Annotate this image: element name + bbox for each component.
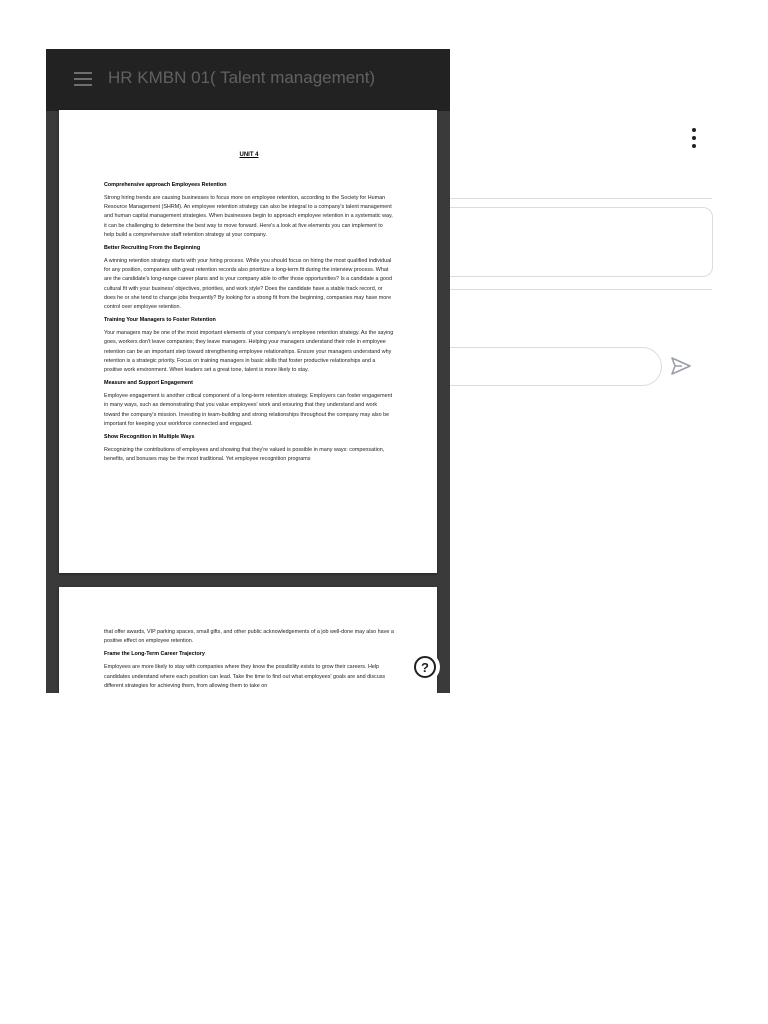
unit-heading: UNIT 4 [239, 152, 259, 158]
document-page [59, 587, 437, 693]
send-icon[interactable] [669, 354, 693, 378]
help-icon: ? [414, 656, 436, 678]
viewer-toolbar [46, 49, 450, 111]
section-body: Strong hiring trends are causing businesses to focus more on employee retention, according to the Society for Human Resource Management (SHRM). An employee retention strategy can also be integral to a company's talent management and human capital management strategies. When businesses begin to approach employee retention in a systematic way, it can be challenging to determine the best way to move forward. Here's a look at five elements you can implement to help build a comprehensive staff retention strategy at your company. [104, 195, 393, 238]
section-body: Your managers may be one of the most important elements of your company's employee retention strategy. As the saying goes, workers don't leave companies; they leave managers. Helping your managers understand their role in employee retention can be an important step toward strengthening employee relationships. Ensure your managers understand why retention is a strategic priority. Focus on training managers in basic skills that foster productive relationships and a positive work environment. When leaders set a great tone, talent is more likely to stay. [104, 330, 394, 374]
more-vert-icon[interactable] [686, 128, 702, 148]
section-body: that offer awards, VIP parking spaces, small gifts, and other public acknowledgements of a job well-done may also have a positive effect on employee retention. [104, 629, 394, 645]
divider [440, 289, 712, 290]
section-heading: Training Your Managers to Foster Retention [104, 317, 216, 324]
section-heading: Comprehensive approach Employees Retention [104, 182, 227, 188]
divider [440, 198, 712, 199]
section-heading: Better Recruiting From the Beginning [104, 245, 201, 252]
section-heading: Measure and Support Engagement [104, 380, 193, 387]
section-body: A winning retention strategy starts with your hiring process. While you should focus on hiring the most qualified individual for any position, companies with great retention records also prioritize a long-term fit during the interview process. What are the candidate's long-range career plans and is your company able to offer those opportunities? Is a candidate a good cultural fit with your business' objectives, priorities, and work style? Does the candidate have a stable track record, or does he or she tend to change jobs frequently? By looking for a strong fit from the beginning, companies may have more control over employee retention. [104, 258, 393, 311]
help-button[interactable] [410, 652, 440, 682]
section-body: Employee engagement is another critical component of a long-term retention strategy. Employers can foster engagement in many ways, such as demonstrating that you value employees' work and ensuring that they understand and work toward the company's mission. Investing in team-building and strong relationships throughout the company may also be important for keeping your workforce connected and engaged. [104, 393, 393, 427]
comment-input[interactable] [440, 347, 662, 386]
document-page [59, 110, 437, 573]
document-viewer [46, 49, 450, 693]
hamburger-menu-icon[interactable] [74, 72, 92, 86]
document-title: HR KMBN 01( Talent management) [108, 68, 376, 87]
section-heading: Frame the Long-Term Career Trajectory [104, 651, 205, 658]
section-heading: Show Recognition in Multiple Ways [104, 434, 195, 441]
section-body: Recognizing the contributions of employees and showing that they're valued is possible in many ways: compensation, benefits, and bonuses may be the most traditional. Yet employee recognition programs [104, 447, 385, 463]
section-body: Employees are more likely to stay with companies where they know the possibility exists to grow their careers. Help candidates understand where each position can lead. Take the time to find out what employees' goals are and discuss different strategies for achieving them, from allowing them to take on [104, 664, 386, 689]
description-box [440, 207, 713, 277]
